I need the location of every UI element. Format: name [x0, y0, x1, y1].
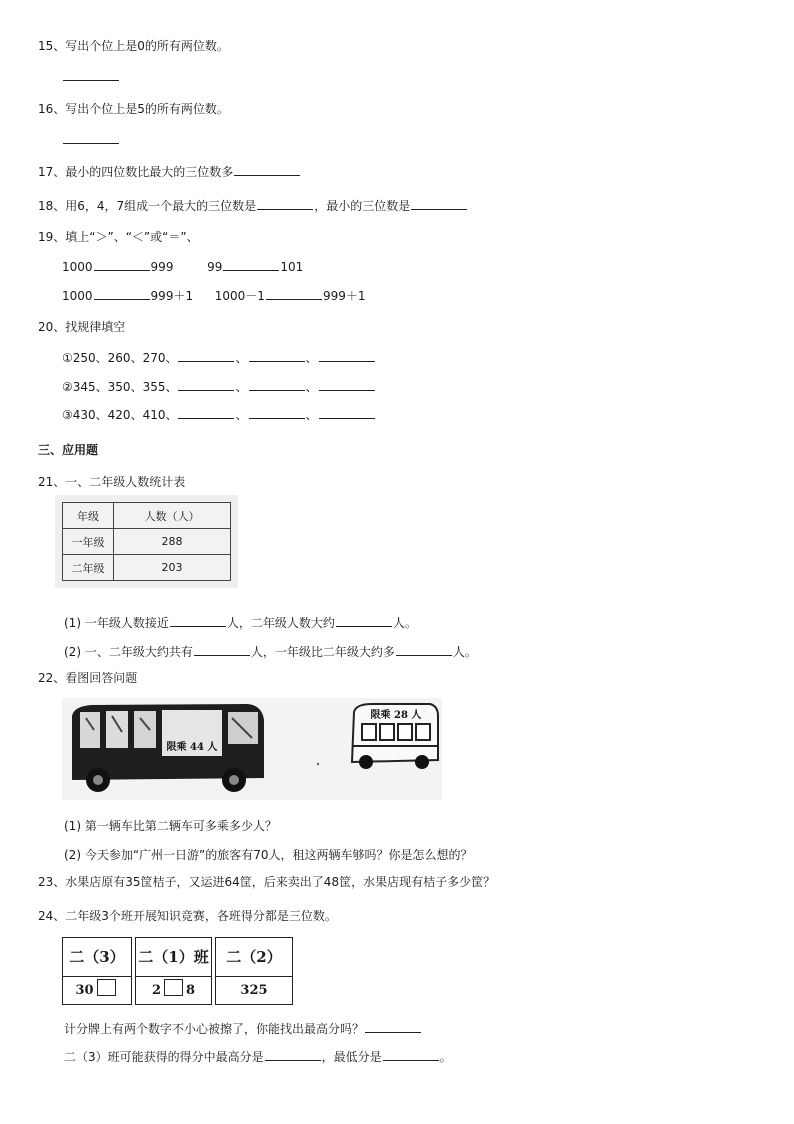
question-21-sub-1	[64, 614, 417, 631]
bus-illustration	[62, 698, 442, 800]
sub-question-text: 人，二年级人数大约	[226, 616, 335, 630]
sequence-blank[interactable]	[319, 349, 375, 362]
bus1-label: 限乘 44 人	[166, 742, 218, 753]
score-card-class-3	[62, 937, 132, 1005]
question-21-sub-2	[64, 643, 477, 660]
sub-question-text: (2) 一、二年级大约共有	[64, 645, 193, 659]
answer-blank[interactable]	[383, 1048, 439, 1061]
sequence-row-2	[62, 378, 376, 395]
stats-table	[62, 502, 231, 581]
answer-blank[interactable]	[170, 614, 226, 627]
sequence-blank[interactable]	[319, 406, 375, 419]
answer-blank-18b[interactable]	[411, 197, 467, 210]
table-cell: 二年级	[63, 555, 114, 581]
answer-blank-17[interactable]	[234, 163, 300, 176]
table-cell: 203	[114, 555, 231, 581]
answer-blank[interactable]	[194, 643, 250, 656]
sub-question-text: 二（3）班可能获得的得分中最高分是	[64, 1050, 264, 1064]
question-19-row-2	[62, 287, 365, 304]
question-19-row-1	[62, 258, 303, 275]
score-card-header: 二（3）	[63, 938, 131, 977]
question-24-sub-1	[64, 1020, 422, 1037]
score-card-score: 325	[240, 983, 268, 998]
sequence-row-3	[62, 406, 376, 423]
compare-left: 1000－1	[214, 289, 265, 303]
score-digits: 2	[151, 983, 161, 998]
question-24-sub-2	[64, 1048, 452, 1065]
table-header: 年级	[63, 503, 114, 529]
score-digits: 30	[75, 983, 94, 998]
sequence-sep: 、	[305, 351, 318, 365]
sequence-sep: 、	[305, 408, 318, 422]
sequence-sep: 、	[235, 408, 248, 422]
compare-blank[interactable]	[94, 287, 150, 300]
score-digits: 8	[186, 983, 196, 998]
sequence-text: ①250、260、270、	[62, 351, 178, 365]
sub-question-text: 人。	[452, 645, 477, 659]
question-19: 19、填上“＞”、“＜”或“＝”、	[38, 230, 199, 244]
sequence-blank[interactable]	[249, 349, 305, 362]
compare-blank[interactable]	[266, 287, 322, 300]
sub-question-text: (1) 一年级人数接近	[64, 616, 169, 630]
question-17-text: 17、最小的四位数比最大的三位数多	[38, 165, 234, 179]
table-header: 人数（人）	[114, 503, 231, 529]
question-22-sub-2: (2) 今天参加“广州一日游”的旅客有70人，租这两辆车够吗？你是怎么想的？	[64, 848, 473, 862]
compare-blank[interactable]	[223, 258, 279, 271]
question-20: 20、找规律填空	[38, 320, 126, 334]
answer-blank[interactable]	[396, 643, 452, 656]
compare-right: 101	[280, 260, 304, 274]
question-18	[38, 197, 468, 214]
sequence-blank[interactable]	[249, 378, 305, 391]
compare-left: 99	[207, 260, 223, 274]
erased-digit-box[interactable]	[97, 979, 116, 996]
table-cell: 288	[114, 529, 231, 555]
table-header-row	[63, 503, 231, 529]
compare-right: 999＋1	[322, 289, 366, 303]
answer-blank-15[interactable]	[62, 68, 120, 85]
score-card-class-2	[215, 937, 293, 1005]
sequence-sep: 、	[235, 351, 248, 365]
sub-question-text: 计分牌上有两个数字不小心被擦了，你能找出最高分吗？	[64, 1022, 365, 1036]
answer-blank-16[interactable]	[62, 131, 120, 148]
sequence-text: ③430、420、410、	[62, 408, 178, 422]
bus2-label: 限乘 28 人	[370, 710, 422, 721]
table-row	[63, 529, 231, 555]
erased-digit-box[interactable]	[164, 979, 183, 996]
question-22: 22、看图回答问题	[38, 671, 138, 685]
sequence-sep: 、	[235, 380, 248, 394]
sub-question-text: ，最低分是	[321, 1050, 382, 1064]
bus-drawing	[62, 698, 442, 800]
sub-question-text: 人。	[392, 616, 417, 630]
sub-question-text: 人，一年级比二年级大约多	[250, 645, 395, 659]
question-22-sub-1: (1) 第一辆车比第二辆车可多乘多少人？	[64, 819, 277, 833]
compare-left: 1000	[62, 289, 93, 303]
compare-right: 999	[150, 260, 174, 274]
sequence-blank[interactable]	[178, 378, 234, 391]
question-23: 23、水果店原有35筐桔子，又运进64筐，后来卖出了48筐，水果店现有桔子多少筐？	[38, 875, 496, 889]
sequence-text: ②345、350、355、	[62, 380, 178, 394]
sequence-blank[interactable]	[178, 406, 234, 419]
question-16: 16、写出个位上是5的所有两位数。	[38, 102, 229, 116]
sequence-sep: 、	[305, 380, 318, 394]
question-18-text-b: ，最小的三位数是	[314, 199, 411, 213]
question-21: 21、一、二年级人数统计表	[38, 475, 186, 489]
score-card-score	[63, 977, 131, 1004]
question-24: 24、二年级3个班开展知识竞赛，各班得分都是三位数。	[38, 909, 337, 923]
question-17	[38, 163, 301, 180]
sub-question-text: 。	[439, 1050, 452, 1064]
sequence-blank[interactable]	[319, 378, 375, 391]
score-card-score	[136, 977, 211, 1004]
table-cell: 一年级	[63, 529, 114, 555]
score-card-class-1	[135, 937, 212, 1005]
answer-blank[interactable]	[336, 614, 392, 627]
table-row	[63, 555, 231, 581]
question-15: 15、写出个位上是0的所有两位数。	[38, 39, 229, 53]
compare-right: 999＋1	[150, 289, 194, 303]
sequence-row-1	[62, 349, 376, 366]
compare-left: 1000	[62, 260, 93, 274]
section-title: 三、应用题	[38, 443, 99, 457]
sequence-blank[interactable]	[178, 349, 234, 362]
score-card-header: 二（2）	[216, 938, 292, 977]
compare-blank[interactable]	[94, 258, 150, 271]
answer-blank[interactable]	[365, 1020, 421, 1033]
sequence-blank[interactable]	[249, 406, 305, 419]
score-card-header: 二（1）班	[136, 938, 211, 977]
question-18-text-a: 18、用6，4，7组成一个最大的三位数是	[38, 199, 257, 213]
answer-blank[interactable]	[265, 1048, 321, 1061]
answer-blank-18a[interactable]	[257, 197, 313, 210]
